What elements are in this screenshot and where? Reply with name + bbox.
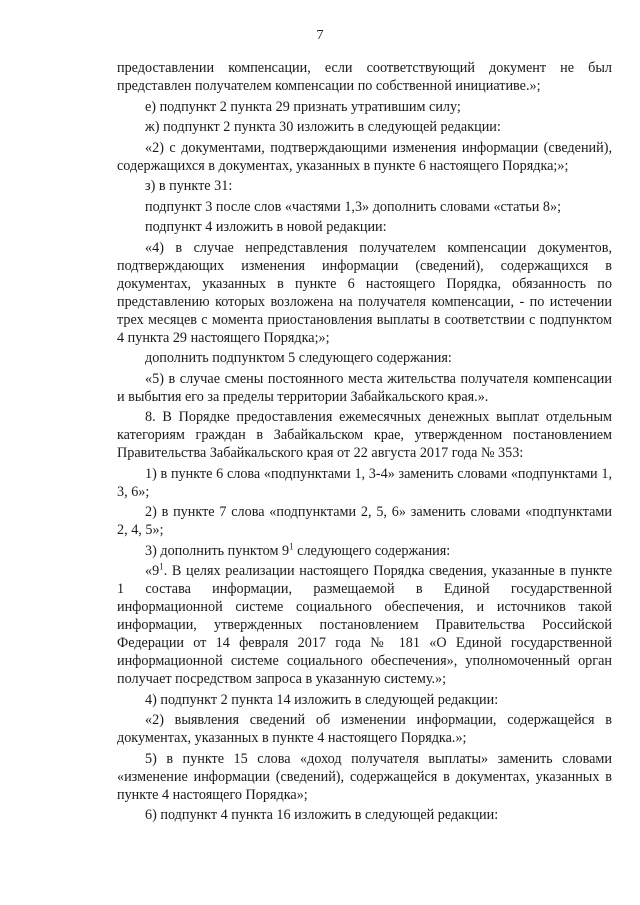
- paragraph: «2) с документами, подтверждающими изменения информации (сведений), содержащихся в документах, указанных в пункте 6 настоящего Порядка;»;: [117, 139, 612, 174]
- paragraph: подпункт 3 после слов «частями 1,3» дополнить словами «статьи 8»;: [145, 198, 562, 215]
- paragraph: «4) в случае непредставления получателем компенсации документов, подтверждающих изменения информации (сведений), содержащихся в документах, указанных в пункте 6 настоящего Порядка, обязанность по представлению которых возложена на получателя компенсации, - по истечении трех месяцев с момента приостановления выплаты в соответствии с подпунктом 4 пункта 29 настоящего Порядка;»;: [117, 239, 612, 346]
- paragraph: ж) подпункт 2 пункта 30 изложить в следующей редакции:: [145, 119, 501, 135]
- paragraph: 5) в пункте 15 слова «доход получателя выплаты» заменить словами «изменение информации (сведений), содержащейся в документах, указанных в пункте 4 настоящего Порядка»;: [117, 750, 612, 803]
- paragraph: предоставлении компенсации, если соответствующий документ не был представлен получателем компенсации по собственной инициативе.»;: [117, 60, 612, 94]
- document-body: [117, 59, 612, 827]
- page-number: 7: [316, 28, 324, 43]
- paragraph: подпункт 4 изложить в новой редакции:: [145, 219, 387, 235]
- paragraph: дополнить подпунктом 5 следующего содержания:: [145, 350, 452, 366]
- paragraph: з) в пункте 31:: [145, 178, 233, 194]
- paragraph: «5) в случае смены постоянного места жительства получателя компенсации и выбытия его за пределы территории Забайкальского края.».: [117, 370, 612, 405]
- paragraph: 6) подпункт 4 пункта 16 изложить в следующей редакции:: [145, 807, 499, 823]
- paragraph: е) подпункт 2 пункта 29 признать утратившим силу;: [145, 98, 461, 115]
- paragraph: «$9^1$. В целях реализации настоящего Порядка сведения, указанные в пункте 1 состава информации, размещаемой в Единой государственной информационной системе социального обеспечения, и источников такой информации, утвержденных постановлением Правительства Российской Федерации от 14 февраля 2017 года № 181 «О Единой государственной информационной системе социального обеспечения», уполномоченный орган получает посредством запроса в указанную систему.»;: [117, 561, 612, 687]
- paragraph: 8. В Порядке предоставления ежемесячных денежных выплат отдельным категориям граждан в Забайкальском крае, утвержденном постановлением Правительства Забайкальского края от 22 августа 2017 года № 353:: [117, 409, 612, 461]
- paragraph: 4) подпункт 2 пункта 14 изложить в следующей редакции:: [145, 691, 499, 708]
- paragraph: 2) в пункте 7 слова «подпунктами 2, 5, 6» заменить словами «подпунктами 2, 4, 5»;: [117, 504, 612, 538]
- paragraph: 1) в пункте 6 слова «подпунктами 1, 3-4» заменить словами «подпунктами 1, 3, 6»;: [117, 465, 612, 500]
- paragraph: 3) дополнить пунктом $9^1$ следующего содержания:: [145, 540, 451, 559]
- paragraph: «2) выявления сведений об изменении информации, содержащейся в документах, указанных в пункте 4 настоящего Порядка.»;: [117, 712, 612, 746]
